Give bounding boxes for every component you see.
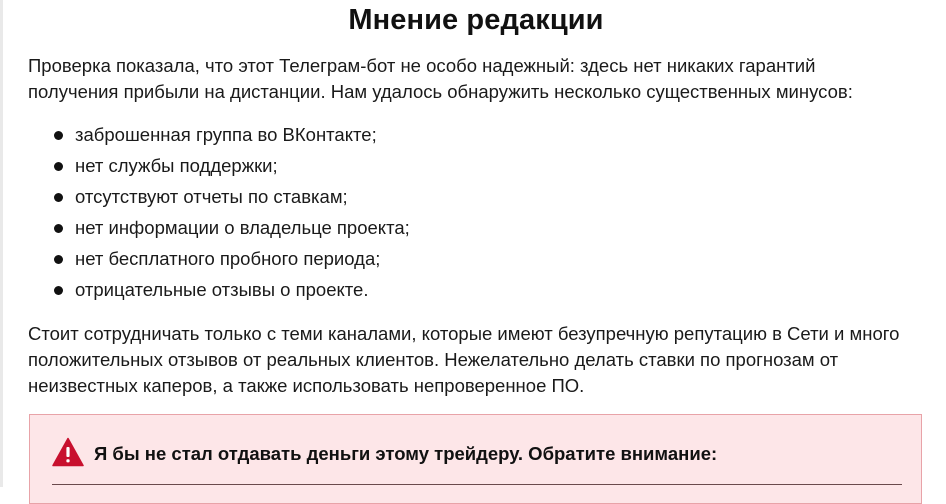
list-item (54, 212, 854, 243)
intro-paragraph: Проверка показала, что этот Телеграм-бот не особо надежный: здесь нет никаких гарантий получения прибыли на дистанции. Нам удалось обнаружить несколько существенных минусов: (28, 55, 853, 102)
warning-callout (29, 414, 922, 504)
warning-divider (52, 484, 902, 485)
list-item (54, 274, 854, 305)
list-item (54, 181, 854, 212)
list-item-text: отрицательные отзывы о проекте. (75, 279, 369, 300)
list-item-text: нет бесплатного пробного периода; (75, 248, 381, 269)
list-item-text: отсутствуют отчеты по ставкам; (75, 186, 348, 207)
bullet-icon (54, 131, 63, 140)
list-item (54, 150, 854, 181)
warning-text: Я бы не стал отдавать деньги этому трейдеру. Обратите внимание: (94, 443, 718, 464)
list-item-text: заброшенная группа во ВКонтакте; (75, 124, 377, 145)
bullet-icon (54, 162, 63, 171)
bullet-icon (54, 286, 63, 295)
bullet-icon (54, 224, 63, 233)
page-left-border (0, 0, 3, 487)
list-item-text: нет информации о владельце проекта; (75, 217, 410, 238)
bullet-icon (54, 193, 63, 202)
list-item-text: нет службы поддержки; (75, 155, 278, 176)
conclusion-paragraph: Стоит сотрудничать только с теми каналами, которые имеют безупречную репутацию в Сети и много положительных отзывов от реальных клиентов. Нежелательно делать ставки по прогнозам от неизвестных каперов, а также использовать непроверенное ПО. (28, 323, 900, 396)
list-item (54, 119, 854, 150)
bullet-icon (54, 255, 63, 264)
minuses-list (54, 119, 854, 305)
section-heading: Мнение редакции (348, 4, 604, 36)
warning-triangle-icon (52, 437, 84, 467)
list-item (54, 243, 854, 274)
